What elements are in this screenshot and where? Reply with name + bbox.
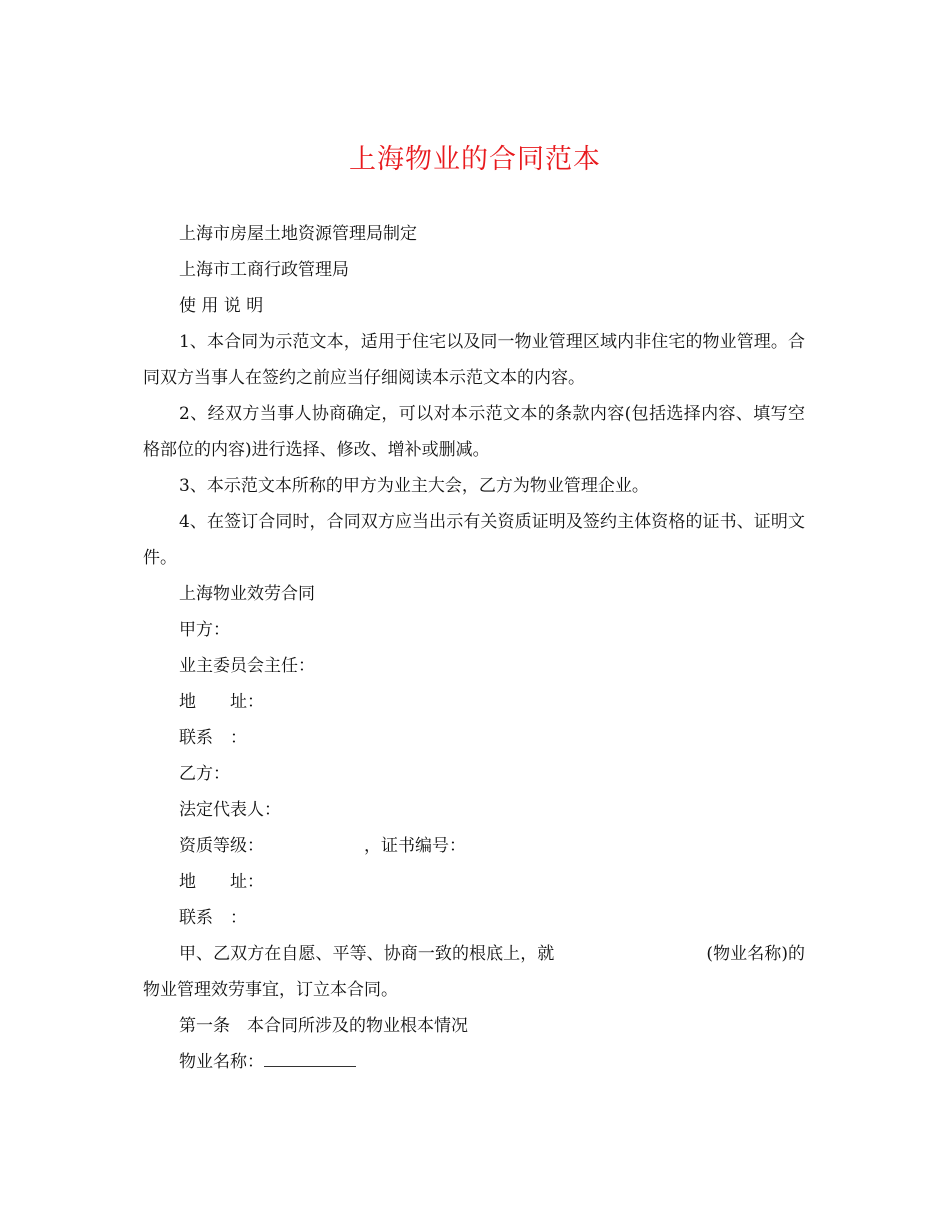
property-name-underline — [264, 1048, 356, 1067]
issuer-line-1: 上海市房屋土地资源管理局制定 — [179, 224, 417, 244]
qualification-label: 资质等级： — [179, 836, 264, 856]
document-title: 上海物业的合同范本 — [349, 144, 601, 175]
document-body — [143, 216, 805, 1080]
note-3: 3、本示范文本所称的甲方为业主大会，乙方为物业管理企业。 — [179, 476, 649, 496]
legal-representative-label: 法定代表人： — [179, 800, 281, 820]
qualification-line — [143, 828, 805, 864]
note-1: 1、本合同为示范文本，适用于住宅以及同一物业管理区域内非住宅的物业管理。合同双方当事人在签约之前应当仔细阅读本示范文本的内容。 — [143, 332, 805, 388]
note-4: 4、在签订合同时，合同双方应当出示有关资质证明及签约主体资格的证书、证明文件。 — [143, 512, 805, 568]
party-b-label: 乙方： — [179, 764, 230, 784]
property-name-line — [143, 1044, 805, 1080]
party-b-contact-label: 联系 ： — [179, 908, 247, 928]
agreement-text-1: 甲、乙双方在自愿、平等、协商一致的根底上，就 — [179, 944, 555, 964]
party-a-contact-label: 联系 ： — [179, 728, 247, 748]
agreement-text-2: (物业名称)的物业管理效劳事宜，订立本合同。 — [143, 944, 806, 1000]
certificate-label: ，证书编号： — [364, 836, 466, 856]
party-a-address-label: 地 址： — [179, 692, 264, 712]
party-b-address-label: 地 址： — [179, 872, 264, 892]
owner-committee-chair-label: 业主委员会主任： — [179, 656, 315, 676]
property-name-label: 物业名称： — [179, 1052, 264, 1072]
contract-name: 上海物业效劳合同 — [179, 584, 315, 604]
article-1-heading: 第一条 本合同所涉及的物业根本情况 — [179, 1016, 468, 1036]
issuer-line-2: 上海市工商行政管理局 — [179, 260, 349, 280]
instructions-heading: 使 用 说 明 — [179, 296, 264, 316]
party-a-label: 甲方： — [179, 620, 230, 640]
agreement-paragraph — [143, 936, 805, 1008]
note-2: 2、经双方当事人协商确定，可以对本示范文本的条款内容(包括选择内容、填写空格部位的内容)进行选择、修改、增补或删减。 — [143, 404, 805, 460]
